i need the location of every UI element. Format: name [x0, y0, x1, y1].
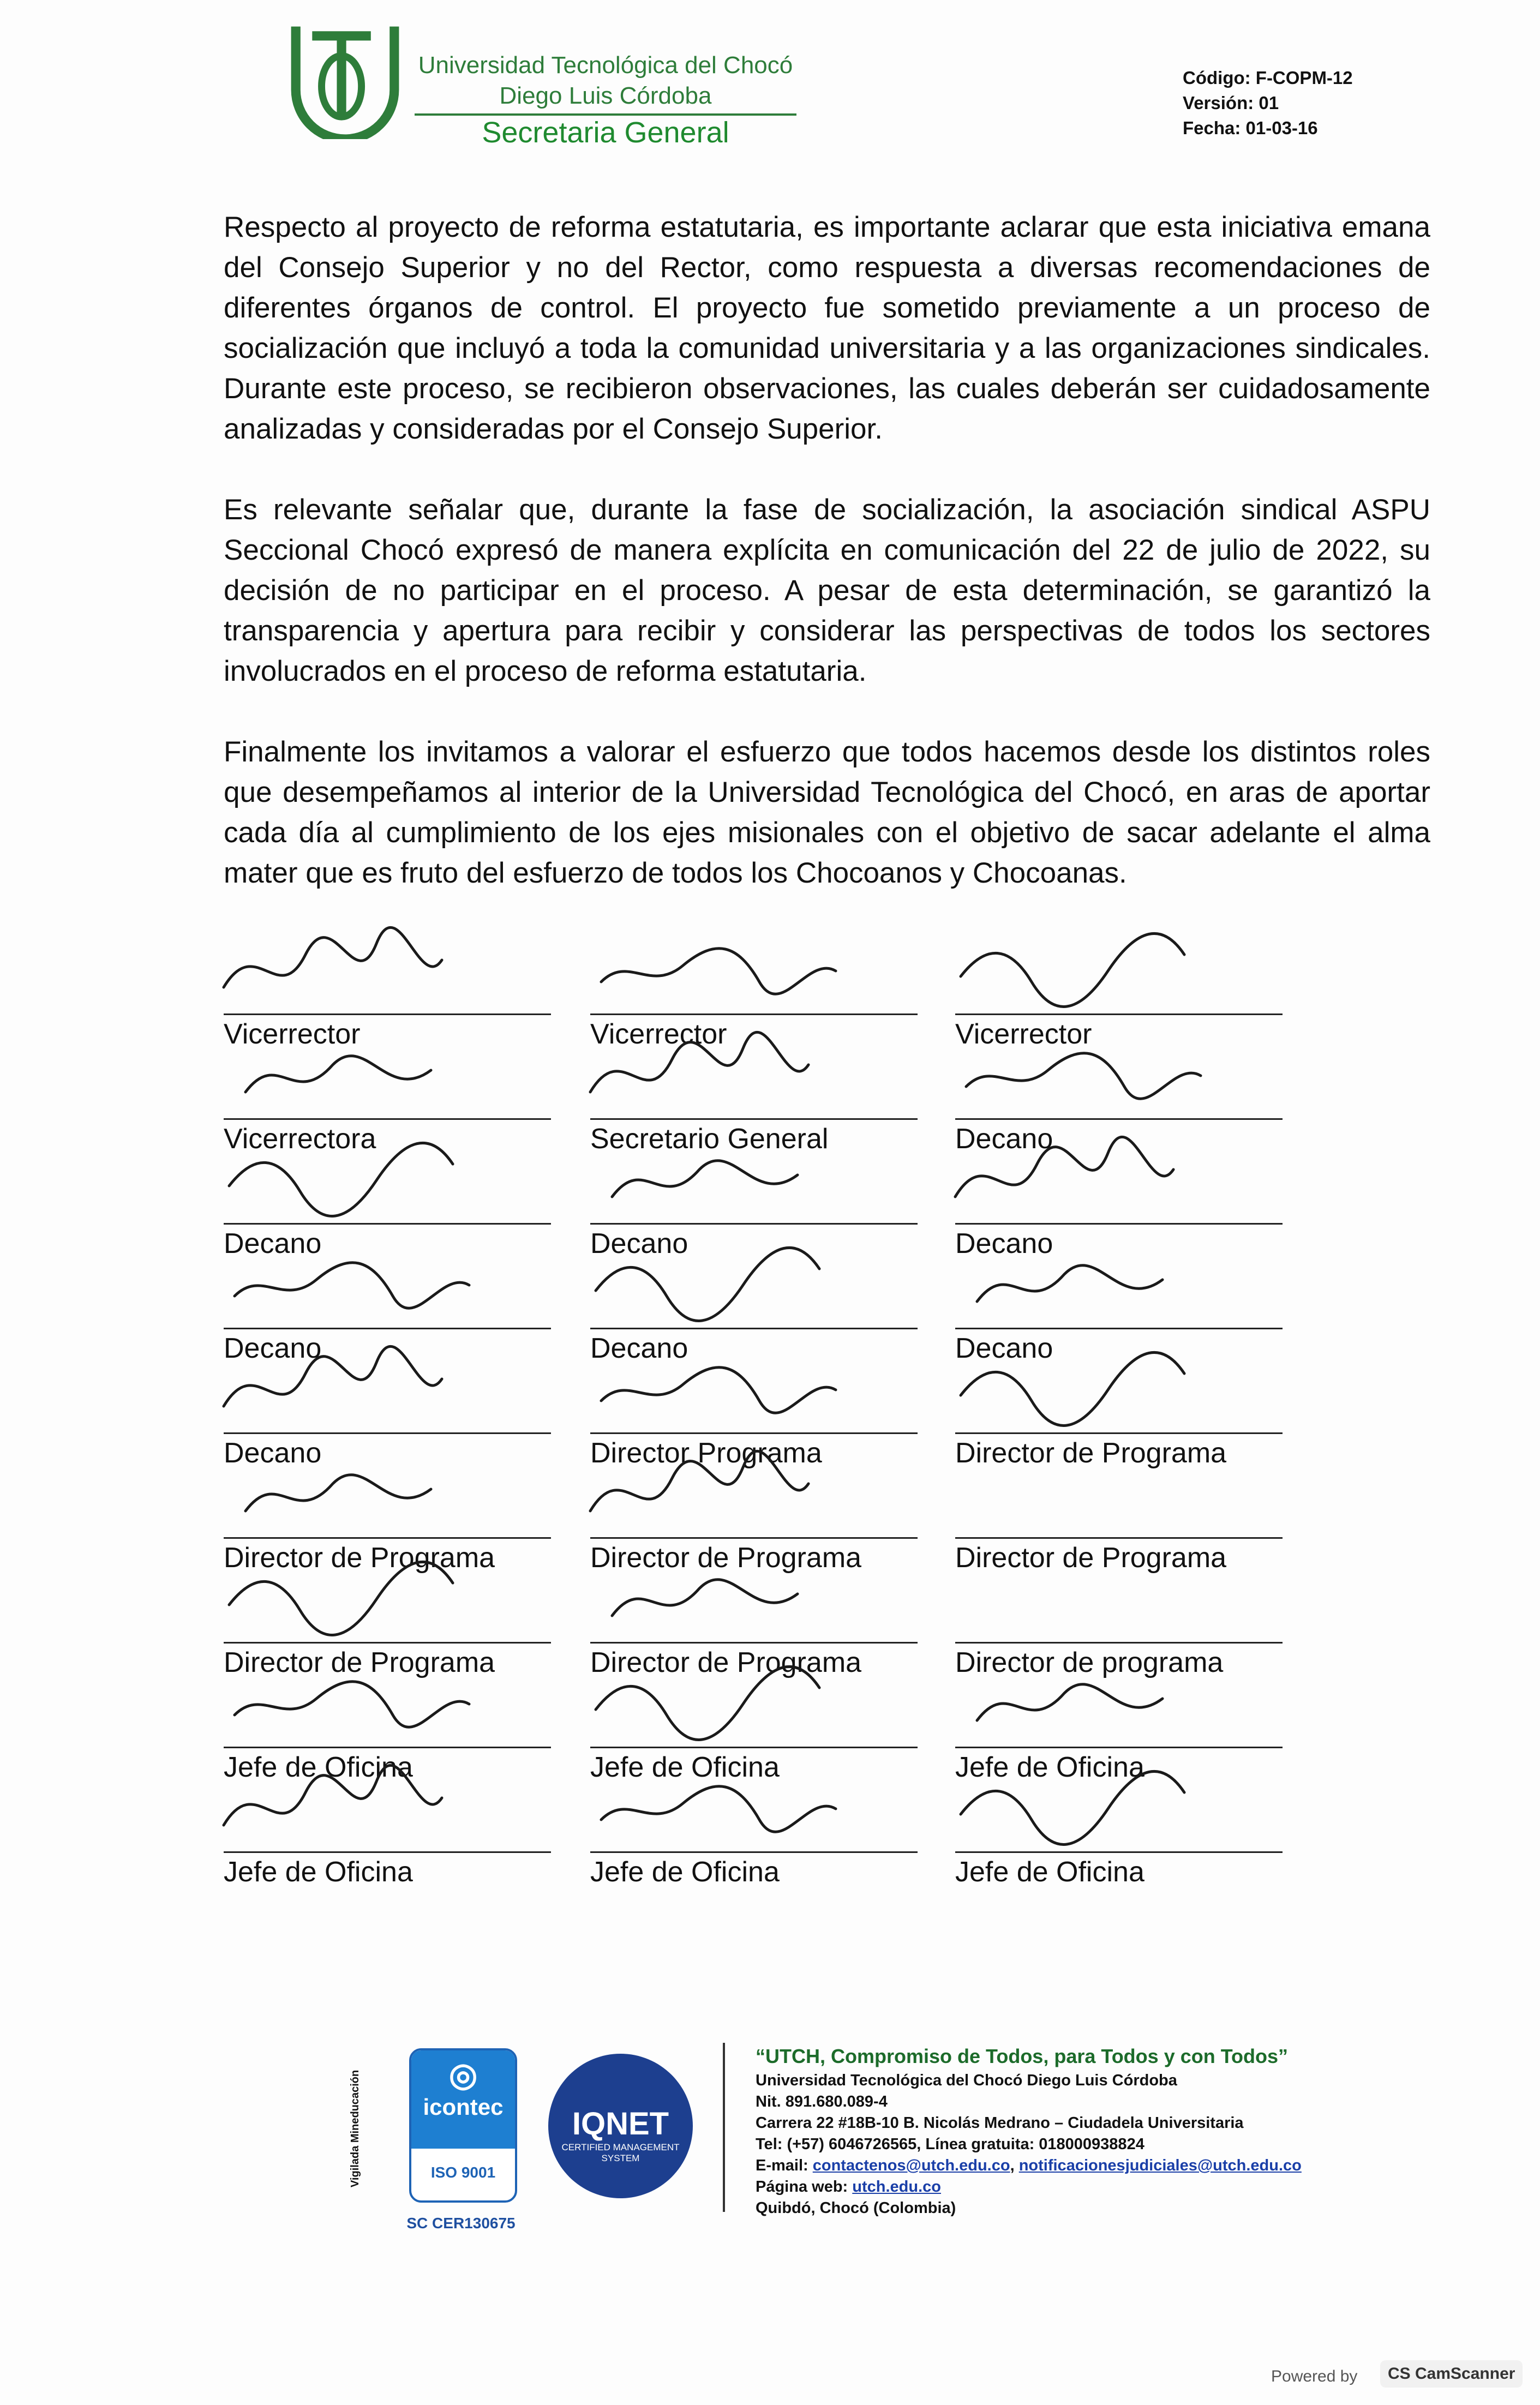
signature-role: Jefe de Oficina [224, 1752, 413, 1783]
footer-divider [723, 2043, 725, 2212]
paragraph-3: Finalmente los invitamos a valorar el esfuerzo que todos hacemos desde los distintos roles que desempeñamos al interior de la Universidad Tecnológica del Chocó, en aras de aportar cada día al cumplimiento de los ejes misionales con el objetivo de sacar adelante el alma mater que es fruto del esfuerzo de todos los Chocoanos y Chocoanas. [224, 736, 1430, 889]
university-line1: Universidad Tecnológica del Chocó [418, 52, 793, 79]
motto: “UTCH, Compromiso de Todos, para Todos y con Todos” [756, 2045, 1289, 2067]
nit: Nit. 891.680.089-4 [756, 2093, 888, 2110]
signature-line [955, 1118, 1283, 1120]
email-line: E-mail: contactenos@utch.edu.co, notificacionesjudiciales@utch.edu.co [756, 2157, 1302, 2174]
signature-line [590, 1642, 918, 1644]
icontec-seal [409, 2048, 517, 2203]
signature-block [590, 1782, 918, 1888]
signature-line [590, 1537, 918, 1539]
signature-role: Jefe de Oficina [955, 1856, 1144, 1888]
signature-role: Director de Programa [590, 1647, 862, 1678]
signature-role: Director de Programa [224, 1542, 495, 1574]
signature-line [224, 1328, 551, 1329]
icontec-rings-icon: ◎ [448, 2056, 478, 2093]
vigilada-label [349, 2062, 371, 2193]
web-label: Página web: [756, 2178, 848, 2196]
signature-line [590, 1747, 918, 1748]
address: Carrera 22 #18B-10 B. Nicolás Medrano – Ciudadela Universitaria [756, 2114, 1244, 2132]
signature-role: Director Programa [590, 1437, 822, 1469]
signature-role: Vicerrectora [224, 1123, 376, 1155]
signature-role: Director de Programa [955, 1542, 1227, 1574]
signature-role: Jefe de Oficina [590, 1856, 780, 1888]
signature-role: Director de programa [955, 1647, 1224, 1678]
signature-line [955, 1851, 1283, 1853]
signature-block [955, 1467, 1283, 1574]
signature-line [955, 1223, 1283, 1225]
iqnet-seal [548, 2054, 693, 2198]
document-code: Código: F-COPM-12 [1183, 68, 1353, 88]
footer-contact [756, 2043, 1302, 2219]
certificate-number: SC CER130675 [406, 2215, 516, 2232]
document-date: Fecha: 01-03-16 [1183, 118, 1318, 138]
signature-line [955, 1013, 1283, 1015]
university-line2: Diego Luis Córdoba [499, 82, 712, 109]
signature-line [955, 1328, 1283, 1329]
signature-line [955, 1642, 1283, 1644]
signature-role: Jefe de Oficina [955, 1752, 1144, 1783]
signature-line [224, 1223, 551, 1225]
signature-grid [224, 944, 1271, 1980]
web-line [756, 2176, 1302, 2198]
camscanner-brand: CamScanner [1415, 2365, 1515, 2383]
signature-line [590, 1013, 918, 1015]
signature-line [590, 1118, 918, 1120]
signature-block [955, 1363, 1283, 1469]
university-logo [286, 22, 404, 139]
paragraph-2: Es relevante señalar que, durante la fase de socialización, la asociación sindical ASPU Seccional Chocó expresó de manera explícita en comunicación del 22 de julio de 2022, su decisión de no participar en el proceso. A pesar de esta determinación, se garantizó la transparencia y apertura para recibir y considerar las perspectivas de todos los sectores involucrados en el proceso de reforma estatutaria. [224, 494, 1430, 687]
icontec-top [411, 2050, 515, 2149]
signature-line [224, 1747, 551, 1748]
iqnet-label: IQNET [572, 2106, 669, 2142]
signature-line [224, 1537, 551, 1539]
university-name [409, 50, 802, 111]
signature-line [590, 1851, 918, 1853]
signature-line [590, 1432, 918, 1434]
document-version: Versión: 01 [1183, 93, 1279, 113]
camscanner-badge [1380, 2360, 1523, 2388]
signature-line [955, 1537, 1283, 1539]
email-label: E-mail: [756, 2157, 808, 2174]
phone: Tel: (+57) 6046726565, Línea gratuita: 018000938824 [756, 2136, 1144, 2153]
signature-role: Decano [955, 1333, 1053, 1364]
email-contact-link[interactable]: contactenos@utch.edu.co [812, 2157, 1010, 2174]
signature-role: Vicerrector [955, 1018, 1092, 1050]
signature-line [590, 1223, 918, 1225]
signature-line [224, 1642, 551, 1644]
signature-role: Secretario General [590, 1123, 829, 1155]
letter-body [224, 207, 1430, 934]
camscanner-icon: CS [1388, 2365, 1416, 2383]
signature-block [224, 1782, 551, 1888]
signature-line [590, 1328, 918, 1329]
signature-role: Vicerrector [224, 1018, 361, 1050]
signature-role: Decano [224, 1228, 322, 1260]
paragraph-1: Respecto al proyecto de reforma estatutaria, es importante aclarar que esta iniciativa emana del Consejo Superior y no del Rector, como respuesta a diversas recomendaciones de diferentes órganos de control. El proyecto fue sometido previamente a un proceso de socialización que incluyó a toda la comunidad universitaria y a las organizaciones sindicales. Durante este proceso, se recibieron observaciones, las cuales deberán ser cuidadosamente analizadas y consideradas por el Consejo Superior. [224, 211, 1430, 445]
document-metadata [1183, 65, 1353, 141]
signature-role: Director de Programa [224, 1647, 495, 1678]
vigilada-text: Vigilada Mineducación [349, 2070, 361, 2187]
icontec-label: icontec [423, 2094, 504, 2120]
signature-role: Decano [955, 1123, 1053, 1155]
signature-role: Jefe de Oficina [590, 1752, 780, 1783]
signature-role: Director de Programa [590, 1542, 862, 1574]
signature-line [224, 1118, 551, 1120]
signature-line [224, 1013, 551, 1015]
iso-label: ISO 9001 [430, 2164, 496, 2181]
signature-block [955, 1782, 1283, 1888]
signature-line [224, 1432, 551, 1434]
department-name: Secretaria General [482, 116, 729, 149]
signature-role: Director de Programa [955, 1437, 1227, 1469]
institution: Universidad Tecnológica del Chocó Diego Luis Córdoba [756, 2072, 1177, 2089]
web-link[interactable]: utch.edu.co [852, 2178, 941, 2196]
email-judicial-link[interactable]: notificacionesjudiciales@utch.edu.co [1018, 2157, 1302, 2174]
signature-line [955, 1747, 1283, 1748]
powered-by: Powered by [1271, 2367, 1358, 2385]
signature-role: Decano [955, 1228, 1053, 1260]
city: Quibdó, Chocó (Colombia) [756, 2199, 956, 2217]
signature-role: Decano [224, 1437, 322, 1469]
signature-role: Vicerrector [590, 1018, 727, 1050]
signature-role: Jefe de Oficina [224, 1856, 413, 1888]
signature-line [224, 1851, 551, 1853]
signature-role: Decano [590, 1228, 688, 1260]
iqnet-subtitle: CERTIFIED MANAGEMENT SYSTEM [561, 2142, 680, 2163]
signature-role: Decano [590, 1333, 688, 1364]
signature-role: Decano [224, 1333, 322, 1364]
signature-line [955, 1432, 1283, 1434]
